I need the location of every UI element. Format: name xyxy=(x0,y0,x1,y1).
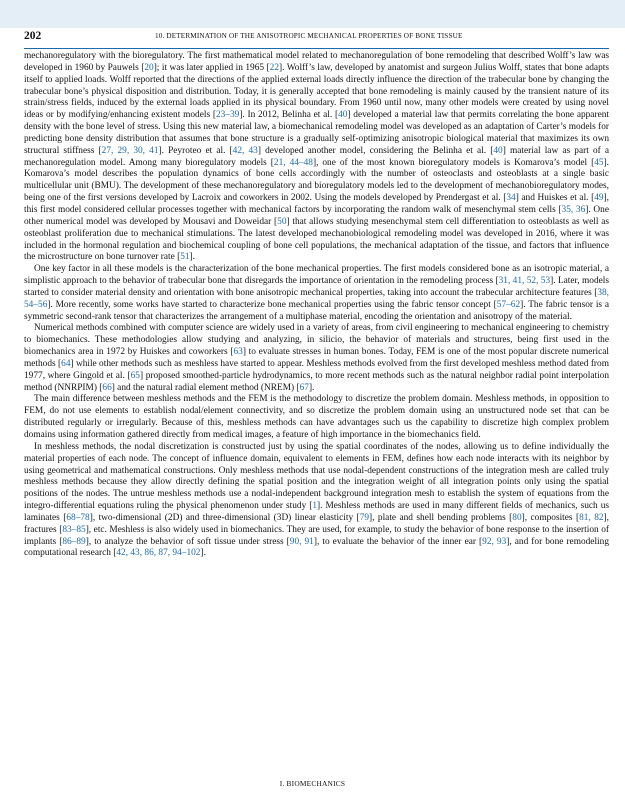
top-color-band xyxy=(0,0,625,28)
paragraph-text: ]; it was later applied in 1965 [ xyxy=(153,62,270,73)
citation-link[interactable]: 51 xyxy=(180,252,190,263)
paragraph-text: ] proposed smoothed-particle hydrodynamics, to more recent methods such as the natural neighbor radial point interpolation method (NNRPIM) [ xyxy=(24,370,610,393)
citation-link[interactable]: 50 xyxy=(277,216,287,227)
citation-link[interactable]: 68–78 xyxy=(66,512,90,523)
citation-link[interactable]: 27, 29, 30, 41 xyxy=(101,145,159,156)
paragraph-text: ], to analyze the behavior of soft tissue under stress [ xyxy=(85,536,290,547)
paragraph-text: ], composites [ xyxy=(521,512,580,523)
citation-link[interactable]: 20 xyxy=(144,62,154,73)
page-number: 202 xyxy=(24,30,42,42)
citation-link[interactable]: 65 xyxy=(130,370,140,381)
paragraph-text: In meshless methods, the nodal discretization is constructed just by using the spatial coordinates of the nodes, allowing us to define individually the material properties of each node. The concept of influence domain, equivalent to elements in FEM, defines how each node interacts with its neighbor by using geometrical and mathematical constructions. Only meshless methods that use nodal-dependent constructions of the integration mesh are called truly meshless methods because they allow directly defining the spatial position and the integration weight of all integration points only using the spatial positions of the nodes. The untrue meshless methods use a nodal-independent background integration mesh to establish the system of equations from the integro-differential equations ruling the physical phenomenon under study [ xyxy=(24,441,609,512)
paragraph-text: Numerical methods combined with computer science are widely used in a variety of areas, from civil engineering to mechanical engineering to chemistry to biomechanics. These methodologies allow studying and analyzing, in silicio, the behavior of materials and structures, being first used in the biomechanics area in 1972 by Huiskes and coworkers [ xyxy=(24,323,609,358)
citation-link[interactable]: 49 xyxy=(594,193,604,204)
citation-link[interactable]: 31, 41, 52, 53 xyxy=(498,276,551,287)
paragraph-text: ] developed a material law that permits correlating the bone apparent density with the bone level of stress. Using this new material law, a biomechanical remodeling model was developed as an adaptation of Carter’s models for predicting bone density distribution that assumes that bone structure is a gradually self-optimizing anisotropic biological material that maximizes its own structural stiffness [ xyxy=(24,110,609,156)
paragraph-text: ], to evaluate the behavior of the inner ear [ xyxy=(313,536,483,547)
citation-link[interactable]: 45 xyxy=(594,157,604,168)
citation-link[interactable]: 92, 93 xyxy=(482,536,507,547)
paragraph-text: ], fractures [ xyxy=(24,512,609,535)
citation-link[interactable]: 40 xyxy=(493,145,503,156)
paragraph-text: ] that allows studying mesenchymal stem cell differentiation to osteoblasts as well as osteoblast proliferation due to mechanical stimulations. The latest developed mechanobiological remodeling model was developed in 2016, where it was included in the hormonal regulation and biochemical coupling of bone cell populations, the mechanical adaptation of the tissue, and factors that influence the microstructure on bone turnover rate [ xyxy=(24,216,609,263)
paragraph-text: ] and Huiskes et al. [ xyxy=(515,193,595,204)
paragraph xyxy=(24,264,609,323)
citation-link[interactable]: 42, 43 xyxy=(232,145,258,156)
paragraph xyxy=(24,323,609,394)
paragraph-text: ]. Peyroteo et al. [ xyxy=(158,145,233,156)
paragraph-text: ]. Wolff’s law, developed by anatomist and surgeon Julius Wolff, states that bone adapts itself to applied loads. Wolff reported that the directions of the applied external loads directly influence the direction of the trabecular bone by changing the trabecular bone’s physical disposition and distribution. Today, it is generally accepted that bone remodeling is mainly caused by the transient nature of its strain/stress fields, induced by the external loads applied in its physical boundary. From 1960 until now, many other models were created by using novel ideas or by modifying/enhancing existent models [ xyxy=(24,62,609,121)
paragraph-text: ], plate and shell bending problems [ xyxy=(369,512,513,523)
citation-link[interactable]: 83–85 xyxy=(62,524,86,535)
paragraph-text: ], two-dimensional (2D) and three-dimensional (3D) linear elasticity [ xyxy=(89,512,360,523)
citation-link[interactable]: 34 xyxy=(506,193,516,204)
paragraph-text: ] and the natural radial element method (NREM) [ xyxy=(111,382,300,393)
paragraph xyxy=(24,442,609,560)
paragraph-text: ]. xyxy=(189,252,195,263)
paragraph-text: ]. More recently, some works have started to characterize bone mechanical properties using the fabric tensor concept [ xyxy=(47,299,497,310)
paragraph-text: ] developed another model, considering the Belinha et al. [ xyxy=(257,145,494,156)
citation-link[interactable]: 35, 36 xyxy=(561,204,586,215)
citation-link[interactable]: 79 xyxy=(359,512,370,523)
citation-link[interactable]: 22 xyxy=(269,62,279,73)
citation-link[interactable]: 90, 91 xyxy=(289,536,314,547)
citation-link[interactable]: 86–89 xyxy=(62,536,86,547)
paragraph xyxy=(24,51,609,264)
citation-link[interactable]: 63 xyxy=(233,347,243,358)
paragraph-text: mechanoregulatory with the bioregulatory. The first mathematical model related to mechanoregulation of bone remodeling that described Wolff’s law was developed in 1960 by Pauwels [ xyxy=(24,51,609,73)
paragraph-text: ]. xyxy=(308,382,315,393)
citation-link[interactable]: 21, 44–48 xyxy=(273,157,313,168)
paragraph-text: ], etc. Meshless is also widely used in biomechanics. They are used, for example, to study the behavior of bone response to the insertion of implants [ xyxy=(24,524,609,547)
citation-link[interactable]: 67 xyxy=(299,382,309,393)
citation-link[interactable]: 40 xyxy=(338,110,348,121)
page-footer: I. BIOMECHANICS xyxy=(279,779,346,788)
citation-link[interactable]: 1 xyxy=(312,501,318,512)
paragraph-text: ], one of the most known bioregulatory models is Komarova’s model [ xyxy=(312,157,595,168)
body-text xyxy=(24,51,609,560)
paragraph xyxy=(24,394,609,441)
paragraph-text: ]. In 2012, Belinha et al. [ xyxy=(239,110,339,121)
paragraph-text: ]. One other numerical model was developed by Mousavi and Doweidar [ xyxy=(24,204,609,227)
paragraph-text: ], this first model considered cellular processes together with mechanical factors by incorporating the random walk of mesenchymal stem cells [ xyxy=(24,193,609,215)
citation-link[interactable]: 57–62 xyxy=(496,299,521,310)
paragraph-text: ]. xyxy=(200,548,206,559)
citation-link[interactable]: 42, 43, 86, 87, 94–102 xyxy=(116,548,201,559)
paragraph-text: ] to evaluate stresses in human bones. Today, FEM is one of the most popular discrete numerical methods [ xyxy=(24,347,609,369)
paragraph-text: ]. The fabric tensor is a symmetric second-rank tensor that characterizes the arrangement of a multiphase material, encoding the orientation and anisotropy of the material. xyxy=(24,299,610,322)
citation-link[interactable]: 81, 82 xyxy=(579,512,604,523)
paragraph-text: One key factor in all these models is the characterization of the bone mechanical properties. The first models considered bone as an isotropic material, a simplistic approach to the behavior of trabecular bone that disregards the importance of orientation in the remodeling process [ xyxy=(24,264,609,287)
paragraph-text: The main difference between meshless methods and the FEM is the methodology to discretize the problem domain. Meshless methods, in opposition to FEM, do not use elements to establish nodal/element connectivity, and so discretize the problem domain using an unstructured node set that can be distributed regularly or irregularly. Because of this, meshless methods can have advantages such us the capability to discretize high complex problem domains using information gathered directly from medical images, a feature of high importance in the biomechanics field. xyxy=(24,394,609,440)
citation-link[interactable]: 80 xyxy=(512,512,522,523)
page-header xyxy=(24,30,609,49)
paragraph-text: ]. Komarova’s model describes the population dynamics of bone cells accordingly with the number of osteoclasts and osteoblasts at a single basic multicellular unit (BMU). The development of these mechanoregulatory and bioregulatory models led to the development of mechanobioregulatory modes, being one of the first versions developed by Lacroix and coworkers in 2002. Using the models developed by Prendergast et al. [ xyxy=(24,157,610,204)
running-title: 10. DETERMINATION OF THE ANISOTROPIC MECHANICAL PROPERTIES OF BONE TISSUE xyxy=(155,32,463,40)
paragraph-text: ] material law as part of a mechanoregulation model. Among many bioregulatory models [ xyxy=(24,145,610,168)
paragraph-text: ] while other methods such as meshless have started to appear. Meshless methods evolved from the first developed meshless method dated from 1977, where Gingold et al. [ xyxy=(24,358,609,381)
citation-link[interactable]: 66 xyxy=(102,382,112,393)
paragraph-text: ]. Meshless methods are used in many different fields of mechanics, such us laminates [ xyxy=(24,501,609,523)
citation-link[interactable]: 64 xyxy=(61,358,71,369)
citation-link[interactable]: 23–39 xyxy=(215,110,240,121)
citation-link[interactable]: 38, 54–56 xyxy=(24,287,609,310)
paragraph-text: ], and for bone remodeling computational research [ xyxy=(24,536,609,559)
paragraph-text: ]. Later, models started to consider material density and orientation with bone anisotropic mechanical properties, taking into account the trabecular architecture features [ xyxy=(24,276,609,298)
